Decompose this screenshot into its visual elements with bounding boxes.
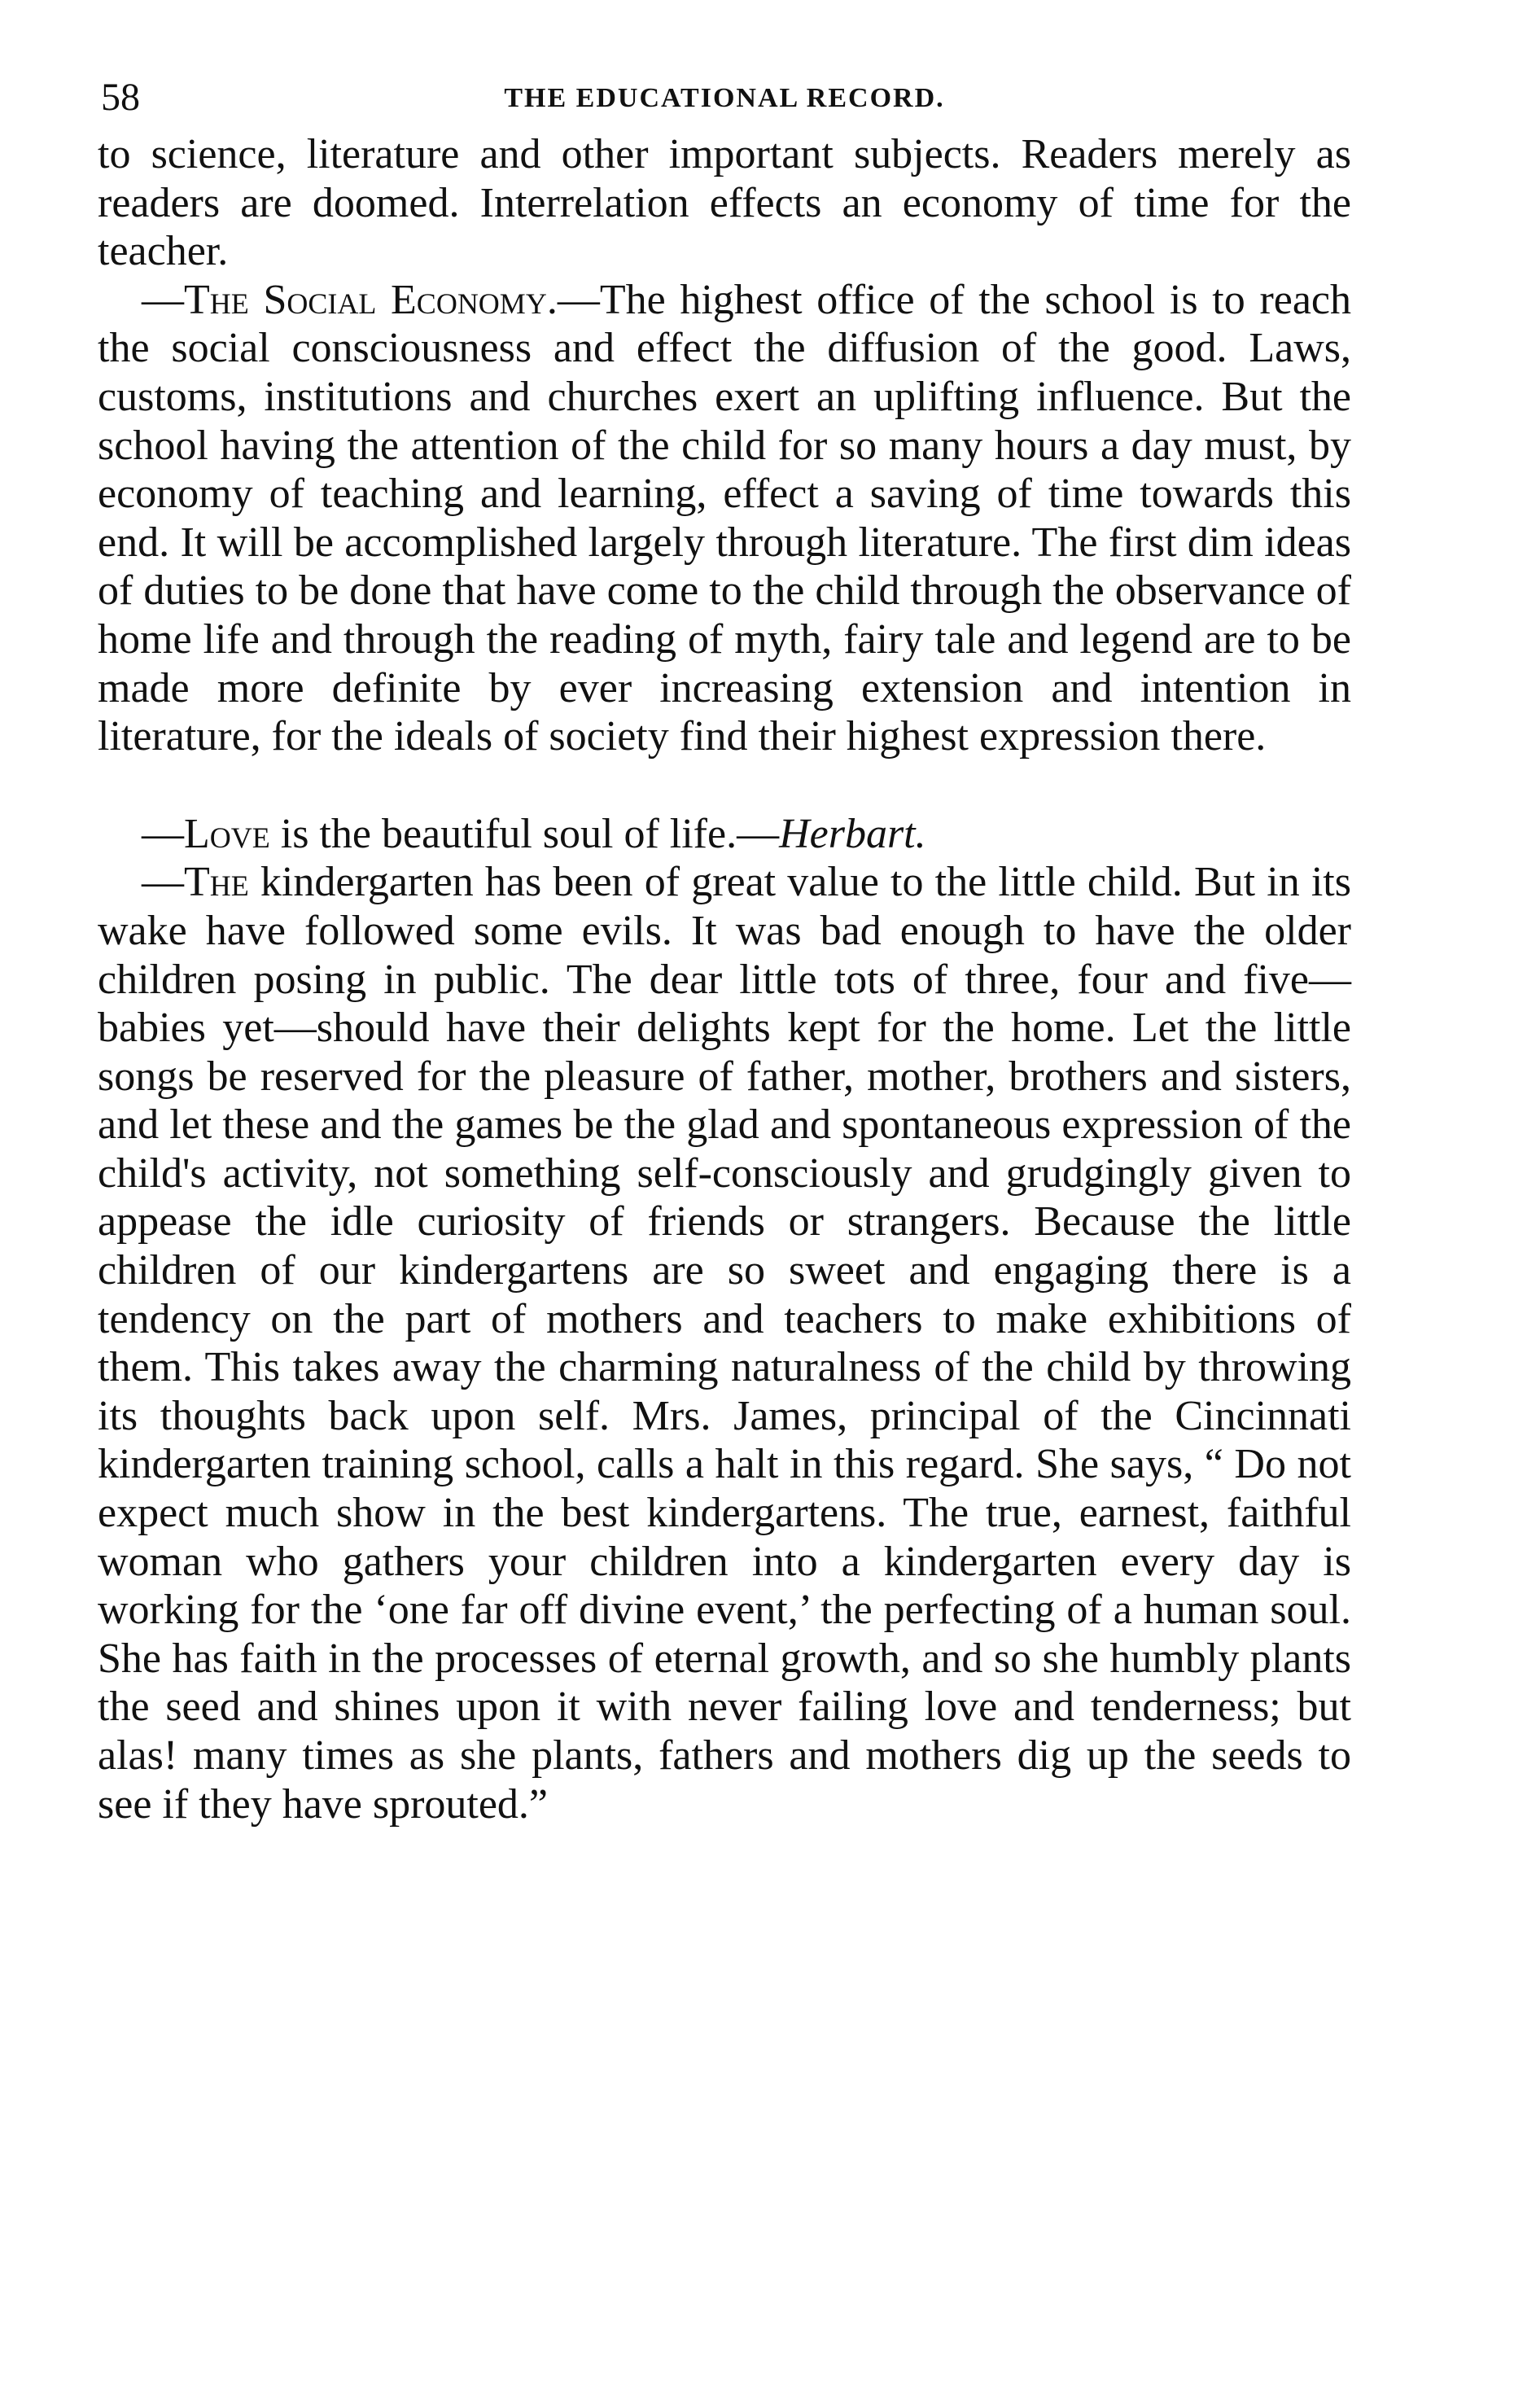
paragraph-continuation — [98, 130, 1351, 276]
paragraph-text: to science, literature and other important subjects. Readers merely as readers are doomed. Interrelation effects an economy of time for the teacher. — [98, 131, 1351, 275]
quote-text: is the beautiful soul of life.— — [269, 810, 780, 857]
page-number: 58 — [101, 76, 140, 119]
paragraph-text: —The highest office of the school is to reach the social consciousness and effect the diffusion of the good. Laws, customs, institutions and churches exert an uplifting influence. But the school having the attention of the child for so many hours a day must, by economy of teaching and learning, effect a saving of time towards this end. It will be accomplished largely through literature. The first dim ideas of duties to be done that have come to the child through the observance of home life and through the reading of myth, fairy tale and legend are to be made more definite by ever increasing extension and intention in literature, for the ideals of society find their highest expression there. — [98, 276, 1352, 760]
running-head: THE EDUCATIONAL RECORD. — [504, 83, 945, 113]
section-lead: —The — [142, 859, 249, 906]
body-text — [98, 130, 1351, 1828]
paragraph-kindergarten — [98, 858, 1351, 1828]
paragraph-love-quote — [98, 810, 1351, 859]
quote-author: Herbart. — [779, 810, 926, 857]
paragraph-text: kindergarten has been of great value to the little child. But in its wake have followed some evils. It was bad enough to have the older children posing in public. The dear little tots of three, four and five—babies yet—should have their delights kept for the home. Let the little songs be reserved for the pleasure of father, mother, brothers and sisters, and let these and the games be the glad and spontaneous expression of the child's activity, not something self-consciously and grudgingly given to appease the idle curiosity of friends or strangers. Because the little children of our kindergartens are so sweet and engaging there is a tendency on the part of mothers and teachers to make exhibitions of them. This takes away the charming naturalness of the child by throwing its thoughts back upon self. Mrs. James, principal of the Cincinnati kindergarten training school, calls a halt in this regard. She says, “ Do not expect much show in the best kindergartens. The true, earnest, faithful woman who gathers your children into a kindergarten every day is working for the ‘one far off divine event,’ the perfecting of a human soul. She has faith in the processes of eternal growth, and so she humbly plants the seed and shines upon it with never failing love and tenderness; but alas! many times as she plants, fathers and mothers dig up the seeds to see if they have sprouted.” — [98, 859, 1351, 1828]
paragraph-gap — [98, 761, 1351, 810]
paragraph-social-economy — [98, 276, 1351, 761]
document-page — [98, 73, 1351, 2353]
section-lead: —Love — [142, 810, 270, 857]
section-lead: —The Social Economy. — [142, 276, 558, 323]
page-header — [98, 73, 1351, 130]
